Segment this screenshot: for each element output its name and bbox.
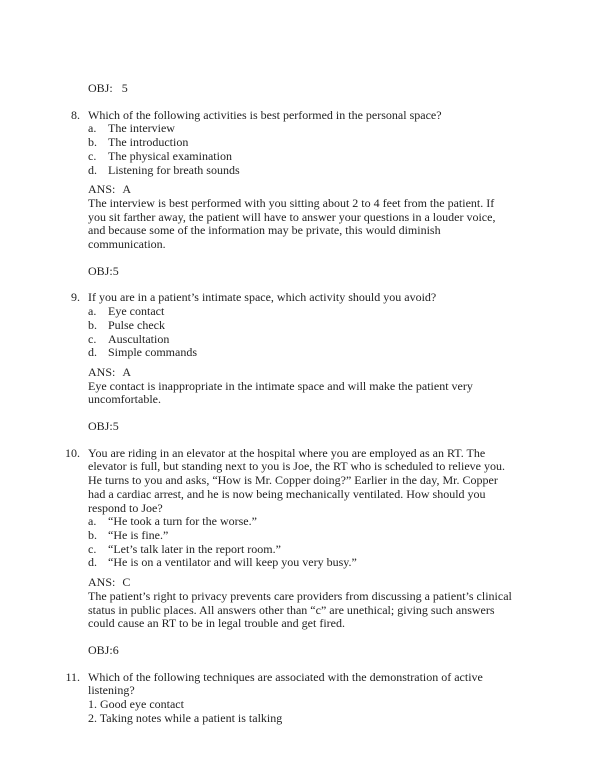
explanation-text: The patient’s right to privacy prevents care providers from discussing a patient’s clinical status in public places. All answers other than “c” are unethical; giving such answers could cause an RT to be in legal trouble and get fired. xyxy=(88,588,512,631)
answer-row xyxy=(88,576,512,590)
objective-label: OBJ: xyxy=(88,263,113,278)
answer-block xyxy=(88,576,512,658)
objective-row xyxy=(88,644,512,658)
stem-item: 2. Taking notes while a patient is talking xyxy=(88,710,283,725)
option-row xyxy=(88,529,512,543)
answer-block xyxy=(88,183,512,278)
answer-block xyxy=(88,366,512,434)
option-row xyxy=(88,164,512,178)
answer-label: ANS: xyxy=(88,364,116,379)
option-row xyxy=(88,556,512,570)
option-letter: d. xyxy=(88,162,97,177)
question-text: You are riding in an elevator at the hospital where you are employed as an RT. The elevator is full, but standing next to you is Joe, the RT who is scheduled to relieve you. He turns to you and asks, “How is Mr. Copper doing?” Earlier in the day, Mr. Copper had a cardiac arrest, and he is now being mechanically ventilated. How should you respond to Joe? xyxy=(88,445,505,515)
answer-value: A xyxy=(122,182,132,197)
option-letter: b. xyxy=(88,527,97,542)
option-row xyxy=(88,346,512,360)
question-text: Which of the following techniques are associated with the demonstration of active listening? xyxy=(88,669,483,698)
option-row xyxy=(88,136,512,150)
option-text: “He is on a ventilator and will keep you very busy.” xyxy=(108,555,357,570)
question-item xyxy=(63,671,600,726)
question-number: 10. xyxy=(65,445,80,460)
answer-value: C xyxy=(122,575,131,590)
objective-value: 5 xyxy=(112,263,119,278)
stem-item: 1. Good eye contact xyxy=(88,697,184,712)
answer-label: ANS: xyxy=(88,182,116,197)
option-text: “Let’s talk later in the report room.” xyxy=(108,541,281,556)
answer-row xyxy=(88,366,512,380)
option-text: The introduction xyxy=(108,135,189,150)
option-row xyxy=(88,319,512,333)
objective-value: 5 xyxy=(121,81,128,95)
question-item xyxy=(63,291,600,360)
answer-value: A xyxy=(122,364,132,379)
explanation-text: The interview is best performed with you sitting about 2 to 4 feet from the patient. If you sit farther away, the patient will have to answer your questions in a louder voice, and because some of the information may be private, this would diminish communication. xyxy=(88,195,496,252)
question-number: 8. xyxy=(71,107,80,122)
question-item xyxy=(63,447,600,570)
explanation-text: Eye contact is inappropriate in the intimate space and will make the patient very uncomfortable. xyxy=(88,378,473,407)
question-text: If you are in a patient’s intimate space, which activity should you avoid? xyxy=(88,290,437,305)
option-row xyxy=(88,543,512,557)
option-text: Eye contact xyxy=(108,304,165,319)
options-list xyxy=(88,122,512,177)
objective-row xyxy=(88,265,512,279)
objective-label: OBJ: xyxy=(88,81,113,95)
options-list xyxy=(88,515,512,570)
options-list xyxy=(88,305,512,360)
option-row xyxy=(88,515,512,529)
option-text: Pulse check xyxy=(108,317,165,332)
option-letter: c. xyxy=(88,331,97,346)
option-row xyxy=(88,333,512,347)
option-letter: a. xyxy=(88,121,97,136)
option-letter: c. xyxy=(88,148,97,163)
option-letter: a. xyxy=(88,514,97,529)
option-letter: a. xyxy=(88,304,97,319)
option-text: Simple commands xyxy=(108,345,197,360)
objective-label: OBJ: xyxy=(88,642,113,657)
objective-row xyxy=(88,420,512,434)
question-item xyxy=(63,109,600,178)
answer-row xyxy=(88,183,512,197)
objective-value: 5 xyxy=(112,419,119,434)
option-row xyxy=(88,122,512,136)
option-letter: b. xyxy=(88,317,97,332)
option-letter: c. xyxy=(88,541,97,556)
option-letter: d. xyxy=(88,345,97,360)
option-letter: b. xyxy=(88,135,97,150)
option-text: Auscultation xyxy=(108,331,170,346)
objective-value: 6 xyxy=(112,642,119,657)
question-number: 11. xyxy=(65,669,80,684)
question-number: 9. xyxy=(71,290,80,305)
objective-label: OBJ: xyxy=(88,419,113,434)
question-text: Which of the following activities is best performed in the personal space? xyxy=(88,107,442,122)
option-letter: d. xyxy=(88,555,97,570)
option-text: “He took a turn for the worse.” xyxy=(108,514,257,529)
option-text: Listening for breath sounds xyxy=(108,162,240,177)
option-text: “He is fine.” xyxy=(108,527,169,542)
objective-row xyxy=(88,82,600,96)
option-text: The physical examination xyxy=(108,148,232,163)
option-text: The interview xyxy=(108,121,175,136)
option-row xyxy=(88,150,512,164)
option-row xyxy=(88,305,512,319)
answer-label: ANS: xyxy=(88,575,116,590)
